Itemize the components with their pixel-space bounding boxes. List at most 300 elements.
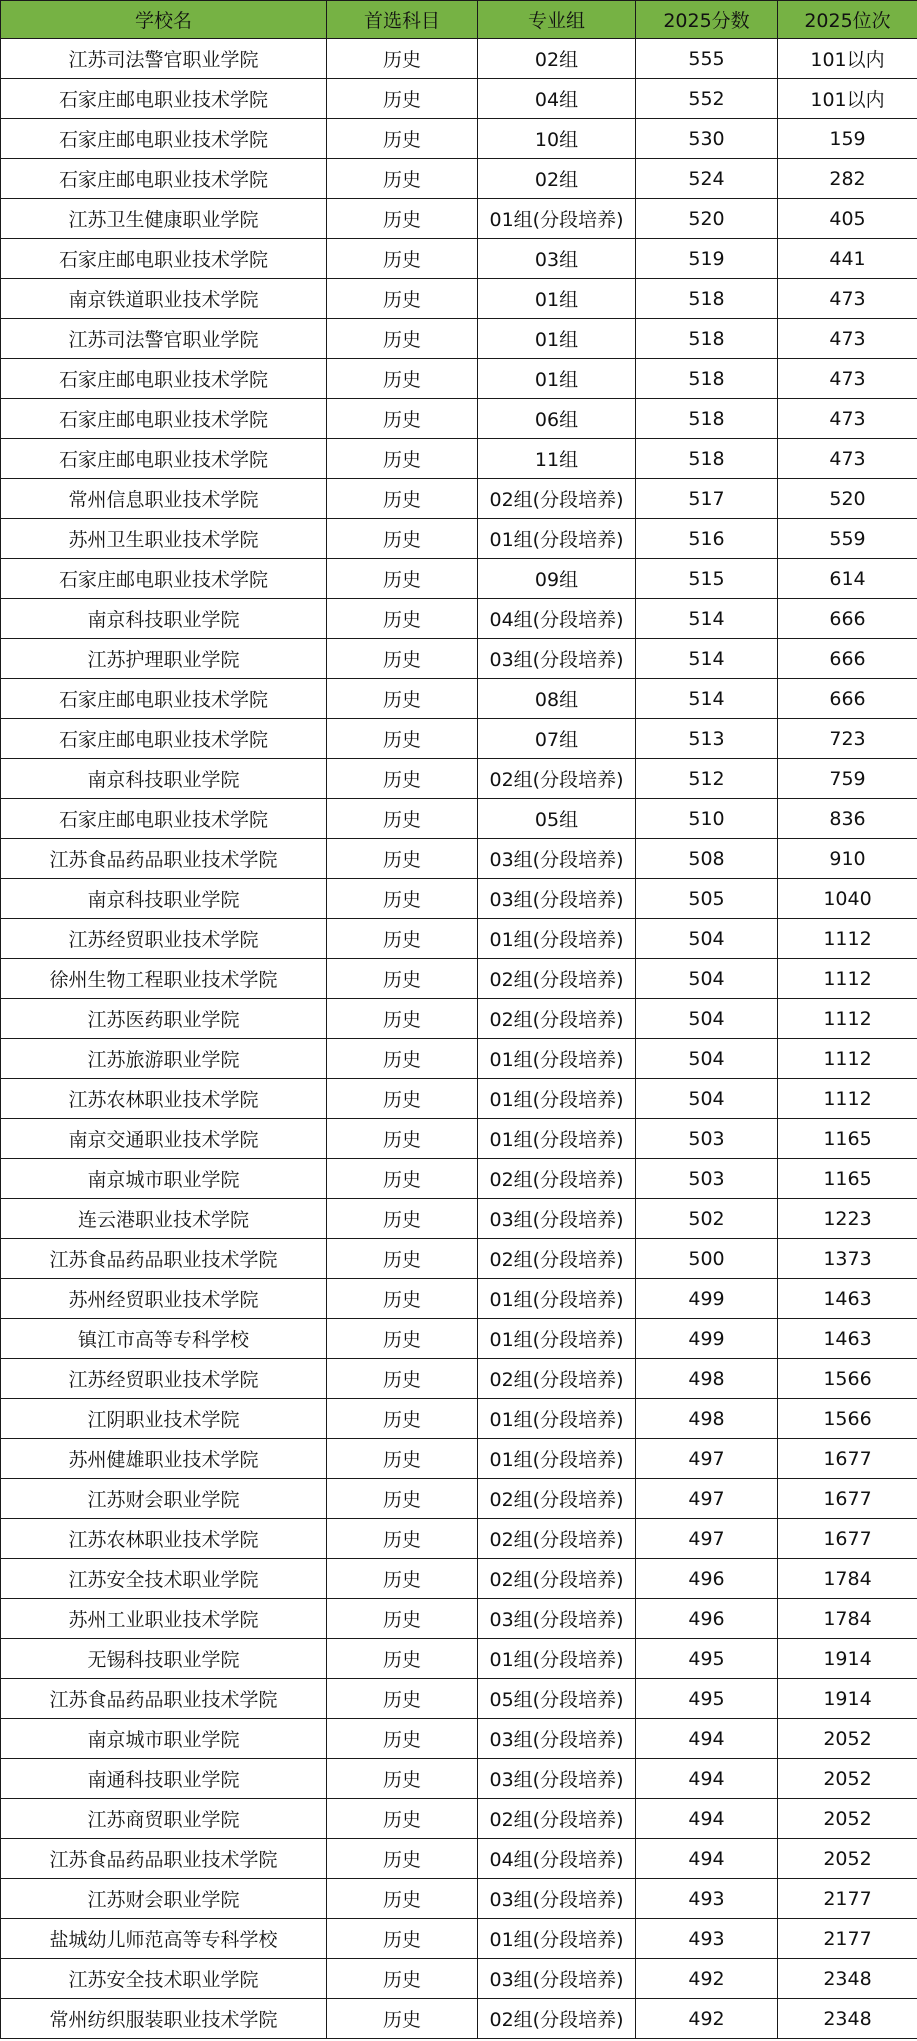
cell-major-group: 04组(分段培养) <box>478 599 636 639</box>
table-row <box>1 439 917 479</box>
cell-score: 518 <box>636 399 778 439</box>
cell-school-name: 江苏卫生健康职业学院 <box>1 199 327 239</box>
table-row <box>1 359 917 399</box>
cell-score: 516 <box>636 519 778 559</box>
cell-subject: 历史 <box>327 519 478 559</box>
cell-score: 530 <box>636 119 778 159</box>
cell-major-group: 02组(分段培养) <box>478 759 636 799</box>
cell-subject: 历史 <box>327 1519 478 1559</box>
cell-rank: 1677 <box>778 1479 917 1519</box>
table-row <box>1 919 917 959</box>
cell-rank: 473 <box>778 439 917 479</box>
cell-score: 494 <box>636 1799 778 1839</box>
cell-subject: 历史 <box>327 319 478 359</box>
cell-school-name: 南京交通职业技术学院 <box>1 1119 327 1159</box>
cell-rank: 666 <box>778 599 917 639</box>
cell-school-name: 江苏安全技术职业学院 <box>1 1559 327 1599</box>
cell-rank: 1566 <box>778 1399 917 1439</box>
cell-rank: 282 <box>778 159 917 199</box>
table-row <box>1 479 917 519</box>
cell-rank: 101以内 <box>778 39 917 79</box>
table-row <box>1 79 917 119</box>
cell-major-group: 07组 <box>478 719 636 759</box>
table-row <box>1 1159 917 1199</box>
cell-score: 517 <box>636 479 778 519</box>
cell-score: 518 <box>636 439 778 479</box>
cell-school-name: 石家庄邮电职业技术学院 <box>1 119 327 159</box>
cell-school-name: 南通科技职业学院 <box>1 1759 327 1799</box>
cell-score: 503 <box>636 1159 778 1199</box>
cell-score: 504 <box>636 1039 778 1079</box>
table-row <box>1 319 917 359</box>
cell-rank: 1566 <box>778 1359 917 1399</box>
cell-rank: 1165 <box>778 1159 917 1199</box>
cell-major-group: 05组(分段培养) <box>478 1679 636 1719</box>
cell-subject: 历史 <box>327 1319 478 1359</box>
table-row <box>1 1039 917 1079</box>
cell-major-group: 02组(分段培养) <box>478 1159 636 1199</box>
cell-subject: 历史 <box>327 799 478 839</box>
cell-school-name: 石家庄邮电职业技术学院 <box>1 159 327 199</box>
cell-score: 495 <box>636 1679 778 1719</box>
cell-subject: 历史 <box>327 479 478 519</box>
cell-score: 500 <box>636 1239 778 1279</box>
cell-subject: 历史 <box>327 1839 478 1879</box>
table-row <box>1 199 917 239</box>
cell-rank: 2177 <box>778 1879 917 1919</box>
cell-score: 514 <box>636 679 778 719</box>
cell-subject: 历史 <box>327 1079 478 1119</box>
table-row <box>1 1119 917 1159</box>
cell-score: 504 <box>636 1079 778 1119</box>
cell-score: 512 <box>636 759 778 799</box>
cell-rank: 559 <box>778 519 917 559</box>
cell-major-group: 01组(分段培养) <box>478 519 636 559</box>
cell-subject: 历史 <box>327 1039 478 1079</box>
cell-score: 510 <box>636 799 778 839</box>
header-rank: 2025位次 <box>778 1 917 39</box>
table-row <box>1 1719 917 1759</box>
table-row <box>1 679 917 719</box>
table-row <box>1 639 917 679</box>
cell-rank: 723 <box>778 719 917 759</box>
cell-school-name: 石家庄邮电职业技术学院 <box>1 679 327 719</box>
table-row <box>1 1079 917 1119</box>
cell-major-group: 02组 <box>478 159 636 199</box>
cell-school-name: 江苏司法警官职业学院 <box>1 39 327 79</box>
cell-school-name: 江苏食品药品职业技术学院 <box>1 1839 327 1879</box>
cell-rank: 159 <box>778 119 917 159</box>
cell-rank: 614 <box>778 559 917 599</box>
cell-major-group: 02组(分段培养) <box>478 1799 636 1839</box>
table-row <box>1 39 917 79</box>
cell-school-name: 石家庄邮电职业技术学院 <box>1 439 327 479</box>
table-row <box>1 1919 917 1959</box>
table-row <box>1 839 917 879</box>
cell-subject: 历史 <box>327 839 478 879</box>
cell-score: 520 <box>636 199 778 239</box>
cell-subject: 历史 <box>327 1199 478 1239</box>
cell-major-group: 03组(分段培养) <box>478 1199 636 1239</box>
table-row <box>1 159 917 199</box>
cell-rank: 1373 <box>778 1239 917 1279</box>
cell-score: 502 <box>636 1199 778 1239</box>
cell-subject: 历史 <box>327 159 478 199</box>
cell-rank: 910 <box>778 839 917 879</box>
cell-score: 492 <box>636 1959 778 1999</box>
cell-major-group: 01组(分段培养) <box>478 1119 636 1159</box>
table-row <box>1 599 917 639</box>
cell-school-name: 江苏农林职业技术学院 <box>1 1079 327 1119</box>
cell-school-name: 江苏财会职业学院 <box>1 1879 327 1919</box>
cell-rank: 666 <box>778 679 917 719</box>
cell-subject: 历史 <box>327 239 478 279</box>
cell-school-name: 苏州卫生职业技术学院 <box>1 519 327 559</box>
cell-rank: 441 <box>778 239 917 279</box>
cell-score: 494 <box>636 1759 778 1799</box>
cell-score: 508 <box>636 839 778 879</box>
cell-rank: 1112 <box>778 1039 917 1079</box>
cell-score: 518 <box>636 279 778 319</box>
cell-score: 518 <box>636 359 778 399</box>
cell-school-name: 江苏旅游职业学院 <box>1 1039 327 1079</box>
cell-subject: 历史 <box>327 1879 478 1919</box>
cell-subject: 历史 <box>327 1959 478 1999</box>
cell-school-name: 江苏食品药品职业技术学院 <box>1 1239 327 1279</box>
cell-rank: 473 <box>778 399 917 439</box>
cell-subject: 历史 <box>327 1999 478 2039</box>
cell-score: 524 <box>636 159 778 199</box>
table-row <box>1 1839 917 1879</box>
cell-subject: 历史 <box>327 39 478 79</box>
header-subject: 首选科目 <box>327 1 478 39</box>
cell-major-group: 09组 <box>478 559 636 599</box>
cell-subject: 历史 <box>327 1599 478 1639</box>
cell-rank: 1463 <box>778 1319 917 1359</box>
cell-rank: 473 <box>778 279 917 319</box>
table-row <box>1 1679 917 1719</box>
cell-school-name: 石家庄邮电职业技术学院 <box>1 719 327 759</box>
cell-rank: 2348 <box>778 1999 917 2039</box>
cell-school-name: 江苏经贸职业技术学院 <box>1 919 327 959</box>
cell-score: 493 <box>636 1919 778 1959</box>
cell-rank: 1165 <box>778 1119 917 1159</box>
table-row <box>1 1239 917 1279</box>
cell-school-name: 江苏财会职业学院 <box>1 1479 327 1519</box>
cell-school-name: 南京科技职业学院 <box>1 879 327 919</box>
cell-school-name: 常州纺织服装职业技术学院 <box>1 1999 327 2039</box>
cell-subject: 历史 <box>327 1719 478 1759</box>
header-row <box>1 1 917 39</box>
table-row <box>1 1439 917 1479</box>
cell-subject: 历史 <box>327 1359 478 1399</box>
cell-rank: 2177 <box>778 1919 917 1959</box>
table-row <box>1 799 917 839</box>
cell-subject: 历史 <box>327 879 478 919</box>
cell-subject: 历史 <box>327 79 478 119</box>
cell-school-name: 南京城市职业学院 <box>1 1719 327 1759</box>
cell-subject: 历史 <box>327 1279 478 1319</box>
cell-subject: 历史 <box>327 119 478 159</box>
cell-subject: 历史 <box>327 639 478 679</box>
cell-major-group: 03组(分段培养) <box>478 639 636 679</box>
cell-school-name: 石家庄邮电职业技术学院 <box>1 559 327 599</box>
cell-score: 499 <box>636 1279 778 1319</box>
cell-score: 515 <box>636 559 778 599</box>
cell-major-group: 01组 <box>478 279 636 319</box>
cell-score: 492 <box>636 1999 778 2039</box>
cell-score: 497 <box>636 1439 778 1479</box>
cell-major-group: 02组(分段培养) <box>478 479 636 519</box>
cell-rank: 759 <box>778 759 917 799</box>
cell-rank: 1784 <box>778 1559 917 1599</box>
table-row <box>1 1999 917 2039</box>
cell-school-name: 江阴职业技术学院 <box>1 1399 327 1439</box>
cell-rank: 1112 <box>778 1079 917 1119</box>
cell-rank: 1040 <box>778 879 917 919</box>
cell-school-name: 江苏经贸职业技术学院 <box>1 1359 327 1399</box>
table-row <box>1 1399 917 1439</box>
table-row <box>1 999 917 1039</box>
cell-rank: 1914 <box>778 1639 917 1679</box>
cell-score: 552 <box>636 79 778 119</box>
table-row <box>1 1359 917 1399</box>
cell-score: 495 <box>636 1639 778 1679</box>
table-row <box>1 399 917 439</box>
cell-major-group: 02组(分段培养) <box>478 959 636 999</box>
cell-school-name: 无锡科技职业学院 <box>1 1639 327 1679</box>
cell-major-group: 01组 <box>478 319 636 359</box>
cell-subject: 历史 <box>327 1479 478 1519</box>
cell-major-group: 01组(分段培养) <box>478 199 636 239</box>
cell-subject: 历史 <box>327 919 478 959</box>
cell-major-group: 02组(分段培养) <box>478 999 636 1039</box>
cell-subject: 历史 <box>327 1919 478 1959</box>
cell-score: 503 <box>636 1119 778 1159</box>
table-row <box>1 879 917 919</box>
cell-subject: 历史 <box>327 199 478 239</box>
cell-rank: 1677 <box>778 1439 917 1479</box>
cell-rank: 836 <box>778 799 917 839</box>
cell-subject: 历史 <box>327 959 478 999</box>
cell-school-name: 南京科技职业学院 <box>1 599 327 639</box>
cell-major-group: 03组(分段培养) <box>478 879 636 919</box>
cell-rank: 1223 <box>778 1199 917 1239</box>
cell-score: 504 <box>636 999 778 1039</box>
cell-major-group: 03组 <box>478 239 636 279</box>
cell-subject: 历史 <box>327 1799 478 1839</box>
cell-school-name: 江苏食品药品职业技术学院 <box>1 1679 327 1719</box>
table-row <box>1 1959 917 1999</box>
cell-score: 514 <box>636 639 778 679</box>
cell-school-name: 南京城市职业学院 <box>1 1159 327 1199</box>
table-row <box>1 1279 917 1319</box>
cell-school-name: 石家庄邮电职业技术学院 <box>1 359 327 399</box>
cell-subject: 历史 <box>327 1119 478 1159</box>
cell-major-group: 06组 <box>478 399 636 439</box>
cell-major-group: 01组(分段培养) <box>478 1439 636 1479</box>
cell-score: 505 <box>636 879 778 919</box>
cell-rank: 2052 <box>778 1839 917 1879</box>
cell-school-name: 盐城幼儿师范高等专科学校 <box>1 1919 327 1959</box>
table-row <box>1 1479 917 1519</box>
cell-major-group: 05组 <box>478 799 636 839</box>
cell-subject: 历史 <box>327 559 478 599</box>
cell-school-name: 南京铁道职业技术学院 <box>1 279 327 319</box>
cell-major-group: 01组(分段培养) <box>478 1319 636 1359</box>
cell-rank: 1112 <box>778 959 917 999</box>
cell-subject: 历史 <box>327 599 478 639</box>
cell-rank: 520 <box>778 479 917 519</box>
cell-major-group: 03组(分段培养) <box>478 1759 636 1799</box>
table-row <box>1 1639 917 1679</box>
cell-subject: 历史 <box>327 1159 478 1199</box>
cell-major-group: 01组(分段培养) <box>478 1279 636 1319</box>
cell-rank: 1112 <box>778 919 917 959</box>
cell-major-group: 01组(分段培养) <box>478 1399 636 1439</box>
cell-rank: 2052 <box>778 1759 917 1799</box>
table-row <box>1 1879 917 1919</box>
table-row <box>1 1599 917 1639</box>
cell-score: 496 <box>636 1559 778 1599</box>
cell-school-name: 江苏食品药品职业技术学院 <box>1 839 327 879</box>
cell-school-name: 江苏医药职业学院 <box>1 999 327 1039</box>
cell-school-name: 石家庄邮电职业技术学院 <box>1 799 327 839</box>
table-header <box>1 1 917 39</box>
cell-score: 493 <box>636 1879 778 1919</box>
cell-subject: 历史 <box>327 1239 478 1279</box>
cell-school-name: 江苏商贸职业学院 <box>1 1799 327 1839</box>
table-row <box>1 1519 917 1559</box>
cell-school-name: 石家庄邮电职业技术学院 <box>1 79 327 119</box>
cell-major-group: 02组(分段培养) <box>478 1999 636 2039</box>
cell-school-name: 常州信息职业技术学院 <box>1 479 327 519</box>
cell-score: 504 <box>636 959 778 999</box>
cell-major-group: 03组(分段培养) <box>478 1879 636 1919</box>
cell-subject: 历史 <box>327 999 478 1039</box>
cell-school-name: 石家庄邮电职业技术学院 <box>1 239 327 279</box>
cell-score: 497 <box>636 1479 778 1519</box>
cell-rank: 473 <box>778 359 917 399</box>
cell-major-group: 02组(分段培养) <box>478 1519 636 1559</box>
table-row <box>1 559 917 599</box>
cell-major-group: 03组(分段培养) <box>478 839 636 879</box>
cell-subject: 历史 <box>327 679 478 719</box>
cell-rank: 666 <box>778 639 917 679</box>
table-row <box>1 959 917 999</box>
cell-school-name: 苏州经贸职业技术学院 <box>1 1279 327 1319</box>
cell-major-group: 11组 <box>478 439 636 479</box>
cell-major-group: 10组 <box>478 119 636 159</box>
cell-score: 497 <box>636 1519 778 1559</box>
cell-major-group: 04组 <box>478 79 636 119</box>
cell-score: 494 <box>636 1719 778 1759</box>
cell-major-group: 04组(分段培养) <box>478 1839 636 1879</box>
cell-school-name: 连云港职业技术学院 <box>1 1199 327 1239</box>
cell-rank: 1463 <box>778 1279 917 1319</box>
cell-school-name: 江苏护理职业学院 <box>1 639 327 679</box>
cell-rank: 101以内 <box>778 79 917 119</box>
cell-subject: 历史 <box>327 1559 478 1599</box>
header-major-group: 专业组 <box>478 1 636 39</box>
cell-subject: 历史 <box>327 1679 478 1719</box>
cell-score: 519 <box>636 239 778 279</box>
table-row <box>1 519 917 559</box>
cell-major-group: 01组(分段培养) <box>478 1919 636 1959</box>
table-row <box>1 239 917 279</box>
cell-subject: 历史 <box>327 1399 478 1439</box>
cell-subject: 历史 <box>327 759 478 799</box>
header-school-name: 学校名 <box>1 1 327 39</box>
cell-rank: 1784 <box>778 1599 917 1639</box>
table-row <box>1 759 917 799</box>
cell-major-group: 01组 <box>478 359 636 399</box>
cell-score: 555 <box>636 39 778 79</box>
cell-rank: 1677 <box>778 1519 917 1559</box>
cell-rank: 1914 <box>778 1679 917 1719</box>
cell-school-name: 江苏农林职业技术学院 <box>1 1519 327 1559</box>
cell-score: 498 <box>636 1359 778 1399</box>
cell-school-name: 江苏安全技术职业学院 <box>1 1959 327 1999</box>
cell-score: 514 <box>636 599 778 639</box>
cell-major-group: 01组(分段培养) <box>478 919 636 959</box>
cell-subject: 历史 <box>327 719 478 759</box>
cell-subject: 历史 <box>327 1439 478 1479</box>
cell-subject: 历史 <box>327 399 478 439</box>
table-row <box>1 1199 917 1239</box>
cell-rank: 2052 <box>778 1719 917 1759</box>
cell-school-name: 江苏司法警官职业学院 <box>1 319 327 359</box>
cell-score: 496 <box>636 1599 778 1639</box>
table-row <box>1 719 917 759</box>
cell-rank: 2348 <box>778 1959 917 1999</box>
cell-subject: 历史 <box>327 439 478 479</box>
cell-major-group: 02组(分段培养) <box>478 1559 636 1599</box>
cell-subject: 历史 <box>327 1639 478 1679</box>
cell-major-group: 08组 <box>478 679 636 719</box>
cell-school-name: 镇江市高等专科学校 <box>1 1319 327 1359</box>
cell-subject: 历史 <box>327 279 478 319</box>
cell-score: 518 <box>636 319 778 359</box>
table-row <box>1 119 917 159</box>
cell-score: 498 <box>636 1399 778 1439</box>
cell-school-name: 苏州健雄职业技术学院 <box>1 1439 327 1479</box>
cell-major-group: 02组(分段培养) <box>478 1479 636 1519</box>
cell-score: 499 <box>636 1319 778 1359</box>
cell-major-group: 03组(分段培养) <box>478 1959 636 1999</box>
cell-subject: 历史 <box>327 359 478 399</box>
cell-major-group: 02组(分段培养) <box>478 1239 636 1279</box>
cell-major-group: 01组(分段培养) <box>478 1079 636 1119</box>
cell-school-name: 石家庄邮电职业技术学院 <box>1 399 327 439</box>
table-row <box>1 1319 917 1359</box>
cell-subject: 历史 <box>327 1759 478 1799</box>
cell-major-group: 01组(分段培养) <box>478 1039 636 1079</box>
cell-rank: 473 <box>778 319 917 359</box>
table-row <box>1 1799 917 1839</box>
cell-score: 513 <box>636 719 778 759</box>
cell-rank: 405 <box>778 199 917 239</box>
cell-score: 504 <box>636 919 778 959</box>
cell-rank: 2052 <box>778 1799 917 1839</box>
cell-school-name: 南京科技职业学院 <box>1 759 327 799</box>
cell-major-group: 03组(分段培养) <box>478 1599 636 1639</box>
table-row <box>1 1559 917 1599</box>
cell-rank: 1112 <box>778 999 917 1039</box>
header-score: 2025分数 <box>636 1 778 39</box>
table-body <box>1 39 917 2039</box>
cell-major-group: 03组(分段培养) <box>478 1719 636 1759</box>
